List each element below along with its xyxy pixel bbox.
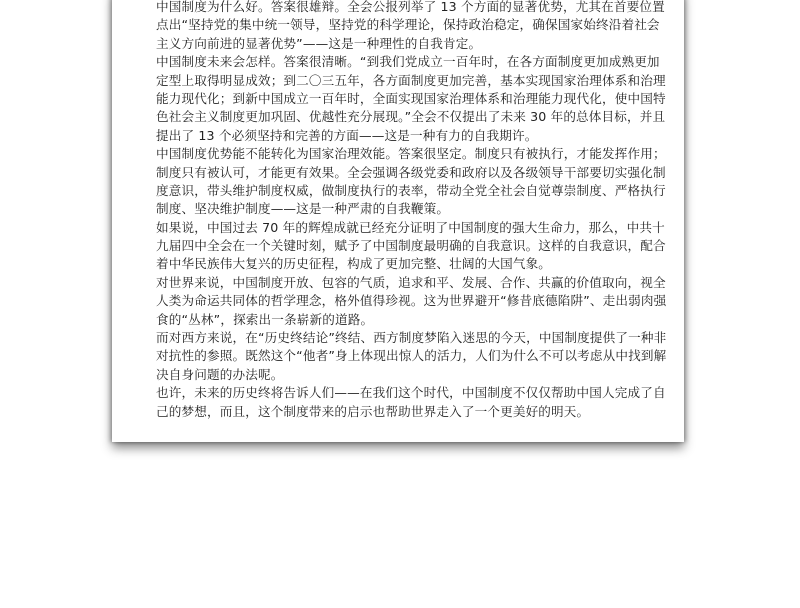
paragraph: [156, 53, 666, 145]
text-line: 中国制度为什么好。答案很雄辩。全会公报列举了 13 个方面的显著优势，尤其在首要位置: [156, 0, 665, 14]
text-line: 也许，未来的历史终将告诉人们——在我们这个时代，中国制度不仅仅帮助中国人完成了自: [156, 385, 666, 401]
text-line: 中国制度未来会怎样。答案很清晰。“到我们党成立一百年时，在各方面制度更加成熟更加: [156, 54, 660, 70]
text-line: 如果说，中国过去 70 年的辉煌成就已经充分证明了中国制度的强大生命力，那么，中共十: [156, 219, 665, 235]
paragraph: [156, 219, 666, 274]
text-line: 对世界来说，中国制度开放、包容的气质，追求和平、发展、合作、共赢的价值取向，视全: [156, 274, 666, 290]
paragraph: [156, 0, 665, 53]
document-page: [112, 0, 684, 442]
paragraph: [156, 274, 667, 329]
text-line: 点出“坚持党的集中统一领导，坚持党的科学理论，保持政治稳定，确保国家始终沿着社会: [156, 17, 660, 33]
text-line: 制度只有被认可，才能更有效果。全会强调各级党委和政府以及各级领导干部要切实强化制: [156, 164, 666, 180]
paragraph: [156, 384, 666, 421]
text-line: 人类为命运共同体的哲学理念，格外值得珍视。这为世界避开“修昔底德陷阱”、走出弱肉强: [156, 293, 667, 309]
text-line: 决自身问题的办法呢。: [156, 366, 284, 382]
text-line: 九届四中全会在一个关键时刻，赋予了中国制度最明确的自我意识。这样的自我意识，配合: [156, 238, 666, 254]
paragraph: [156, 145, 666, 219]
text-line: 食的“丛林”，探索出一条崭新的道路。: [156, 311, 374, 327]
text-line: 定型上取得明显成效；到二〇三五年，各方面制度更加完善，基本实现国家治理体系和治理: [156, 72, 666, 88]
text-line: 能力现代化；到新中国成立一百年时，全面实现国家治理体系和治理能力现代化，使中国特: [156, 90, 666, 106]
document-body: [156, 0, 667, 421]
text-line: 己的梦想，而且，这个制度带来的启示也帮助世界走入了一个更美好的明天。: [156, 403, 590, 419]
text-line: 而对西方来说，在“历史终结论”终结、西方制度梦陷入迷思的今天，中国制度提供了一种非: [156, 330, 667, 346]
text-line: 主义方向前进的显著优势”——这是一种理性的自我肯定。: [156, 35, 482, 51]
text-line: 中国制度优势能不能转化为国家治理效能。答案很坚定。制度只有被执行，才能发挥作用；: [156, 146, 666, 162]
text-line: 色社会主义制度更加巩固、优越性充分展现。”全会不仅提出了未来 30 年的总体目标，并且: [156, 109, 666, 125]
text-line: 对抗性的参照。既然这个“他者”身上体现出惊人的活力，人们为什么不可以考虑从中找到解: [156, 348, 667, 364]
paragraph: [156, 329, 667, 384]
text-line: 着中华民族伟大复兴的历史征程，构成了更加完整、壮阔的大国气象。: [156, 256, 552, 272]
text-line: 度意识，带头维护制度权威，做制度执行的表率，带动全党全社会自觉尊崇制度、严格执行: [156, 182, 666, 198]
text-line: 制度、坚决维护制度——这是一种严肃的自我鞭策。: [156, 201, 450, 217]
text-line: 提出了 13 个必须坚持和完善的方面——这是一种有力的自我期许。: [156, 127, 538, 143]
